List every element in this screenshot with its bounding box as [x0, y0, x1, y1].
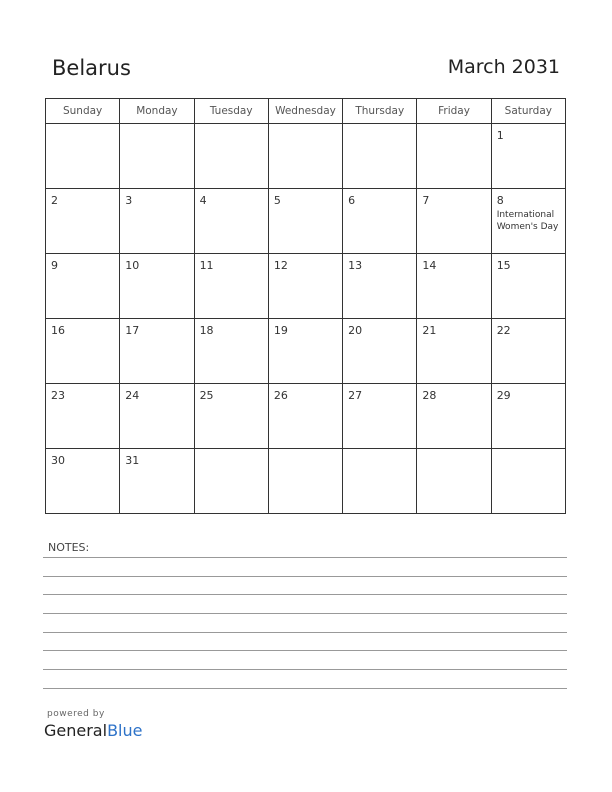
- day-number: 14: [422, 259, 437, 272]
- day-number: 25: [199, 389, 214, 402]
- notes-line: [43, 576, 567, 577]
- day-number: 1: [496, 129, 504, 142]
- day-cell: [120, 124, 194, 189]
- day-cell: [46, 384, 120, 449]
- day-number: 3: [125, 194, 133, 207]
- day-number: 4: [199, 194, 207, 207]
- month-title: March 2031: [447, 56, 560, 78]
- day-cell: [417, 124, 491, 189]
- day-cell: [120, 319, 194, 384]
- calendar-grid: [45, 98, 566, 514]
- day-number: 15: [496, 259, 511, 272]
- powered-by-text: powered by: [47, 709, 105, 719]
- day-cell: [120, 254, 194, 319]
- day-cell: [268, 254, 342, 319]
- day-cell: [46, 319, 120, 384]
- day-cell: [343, 189, 417, 254]
- day-cell: [120, 449, 194, 514]
- day-cell: [417, 254, 491, 319]
- day-cell: [491, 319, 565, 384]
- day-cell: [491, 124, 565, 189]
- day-number: 13: [348, 259, 363, 272]
- day-number: 28: [422, 389, 437, 402]
- day-cell: [268, 449, 342, 514]
- weekday-header: Monday: [120, 99, 194, 124]
- day-cell: [491, 254, 565, 319]
- generalblue-logo[interactable]: [44, 721, 142, 740]
- notes-line: [43, 669, 567, 670]
- day-cell: [194, 124, 268, 189]
- day-number: 7: [422, 194, 430, 207]
- day-number: 10: [125, 259, 140, 272]
- day-cell: [491, 449, 565, 514]
- day-number: 5: [273, 194, 281, 207]
- day-number: 29: [496, 389, 511, 402]
- weekday-header: Thursday: [343, 99, 417, 124]
- day-cell: [491, 189, 565, 254]
- weekday-header: Sunday: [46, 99, 120, 124]
- day-number: 23: [51, 389, 65, 402]
- day-number: 18: [199, 324, 214, 337]
- weekday-header: Saturday: [491, 99, 565, 124]
- day-number: 12: [273, 259, 288, 272]
- notes-line: [43, 632, 567, 633]
- day-cell: [46, 254, 120, 319]
- day-cell: [268, 124, 342, 189]
- country-title: Belarus: [52, 56, 131, 80]
- day-cell: [46, 449, 120, 514]
- notes-line: [43, 557, 567, 558]
- day-cell: [343, 254, 417, 319]
- day-cell: [268, 319, 342, 384]
- week-row: [46, 384, 566, 449]
- day-cell: [417, 384, 491, 449]
- day-cell: [268, 189, 342, 254]
- day-cell: [46, 189, 120, 254]
- day-number: 19: [273, 324, 288, 337]
- day-cell: [343, 124, 417, 189]
- day-cell: [343, 319, 417, 384]
- day-cell: [491, 384, 565, 449]
- day-number: 22: [496, 324, 511, 337]
- day-number: 30: [51, 454, 65, 467]
- notes-line: [43, 613, 567, 614]
- day-number: 26: [273, 389, 288, 402]
- day-cell: [120, 189, 194, 254]
- week-row: [46, 189, 566, 254]
- day-cell: [268, 384, 342, 449]
- day-number: 6: [348, 194, 356, 207]
- day-number: 16: [51, 324, 65, 337]
- week-row: [46, 319, 566, 384]
- day-cell: [194, 384, 268, 449]
- day-cell: [417, 319, 491, 384]
- day-cell: [417, 449, 491, 514]
- day-number: 17: [125, 324, 140, 337]
- weekday-header: Friday: [417, 99, 491, 124]
- holiday-label: International Women's Day: [496, 210, 559, 232]
- day-number: 2: [51, 194, 58, 207]
- day-cell: [194, 189, 268, 254]
- logo-general: General: [44, 721, 108, 740]
- day-cell: [417, 189, 491, 254]
- notes-line: [43, 594, 567, 595]
- day-number: 27: [348, 389, 363, 402]
- day-cell: [120, 384, 194, 449]
- day-number: 9: [51, 259, 58, 272]
- logo-blue: Blue: [107, 721, 143, 740]
- day-cell: [194, 319, 268, 384]
- week-row: [46, 254, 566, 319]
- day-number: 8: [496, 194, 504, 207]
- day-cell: [343, 449, 417, 514]
- day-cell: [46, 124, 120, 189]
- day-number: 31: [125, 454, 140, 467]
- notes-line: [43, 688, 567, 689]
- day-number: 24: [125, 389, 140, 402]
- notes-label: NOTES:: [48, 541, 90, 554]
- day-number: 21: [422, 324, 437, 337]
- weekday-header: Wednesday: [268, 99, 342, 124]
- weekday-header-row: [46, 99, 566, 124]
- day-number: 20: [348, 324, 363, 337]
- day-cell: [194, 449, 268, 514]
- day-cell: [343, 384, 417, 449]
- day-number: 11: [199, 259, 214, 272]
- day-cell: [194, 254, 268, 319]
- week-row: [46, 124, 566, 189]
- weekday-header: Tuesday: [194, 99, 268, 124]
- week-row: [46, 449, 566, 514]
- notes-line: [43, 650, 567, 651]
